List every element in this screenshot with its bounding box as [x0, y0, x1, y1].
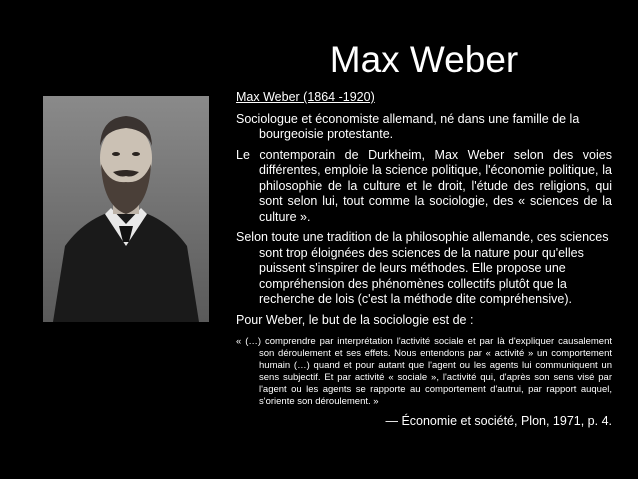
paragraph-tradition: Selon toute une tradition de la philosophie allemande, ces sciences sont trop éloignées des sciences de la nature pour qu'elles puissent s'inspirer de leurs méthodes. Elle propose une compréhension des phénomènes collectifs plutôt que la recherche de lois (c'est la méthode dite compréhensive).	[236, 230, 609, 306]
citation: — Économie et société, Plon, 1971, p. 4.	[385, 414, 612, 428]
slide-content	[236, 90, 612, 429]
paragraph-intro: Sociologue et économiste allemand, né dans une famille de la bourgeoisie protestante.	[236, 111, 580, 141]
paragraph-goal: Pour Weber, le but de la sociologie est de :	[236, 312, 474, 327]
portrait-photo	[43, 96, 209, 322]
paragraph-durkheim: Le contemporain de Durkheim, Max Weber selon des voies différentes, emploie la science politique, l'économie politique, la philosophie de la culture et le droit, l'étude des religions, qui sont selon lui, tout comme la sociologie, des « sciences de la culture ».	[236, 147, 612, 224]
quote-text: « (…) comprendre par interprétation l'activité sociale et par là d'expliquer causalement son déroulement et ses effets. Nous entendons par « activité » un comportement humain (…) quand et pour autant que l'agent ou les agents lui communiquent un sens subjectif. Et par activité « sociale », l'activité qui, d'après son sens visé par l'agent ou les agents se rapporte au comportement d'autrui, par rapport auquel, s'oriente son déroulement. »	[236, 336, 612, 407]
subtitle: Max Weber (1864 -1920)	[236, 90, 375, 104]
slide-title: Max Weber	[329, 39, 519, 80]
